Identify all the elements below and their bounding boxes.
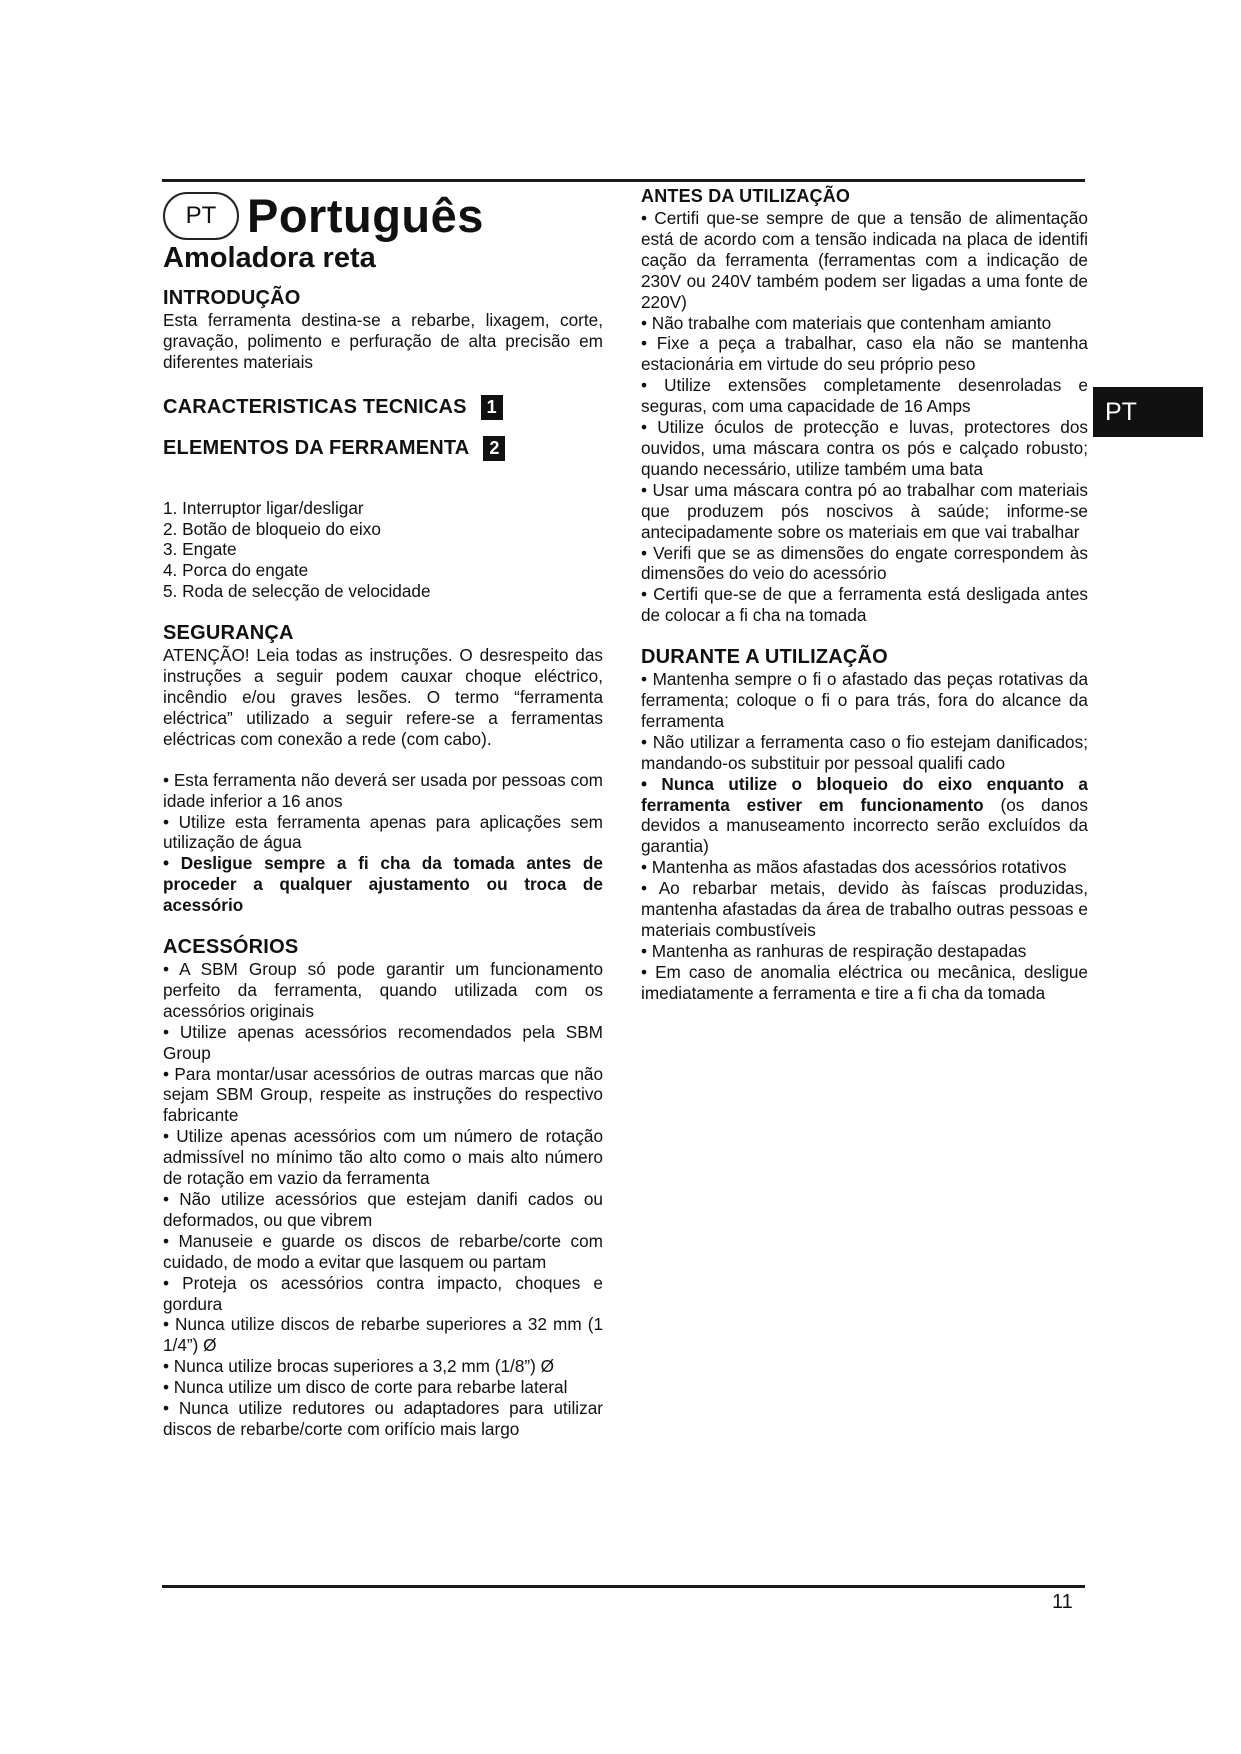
list-item: • Usar uma máscara contra pó ao trabalhar com materiais que produzem pós noscivos à saúde; informe-se antecipadamente sobre os materiais em que vai trabalhar bbox=[641, 479, 1088, 542]
left-column bbox=[163, 185, 603, 1440]
list-item: • Nunca utilize redutores ou adaptadores para utilizar discos de rebarbe/corte com orifício mais largo bbox=[163, 1398, 603, 1439]
before-use-heading: ANTES DA UTILIZAÇÃO bbox=[641, 186, 851, 206]
list-item: • Utilize óculos de protecção e luvas, protectores dos ouvidos, uma máscara contra os pós e calçado robusto; quando necessário, utilize também uma bata bbox=[641, 417, 1088, 479]
list-item: • Mantenha sempre o fi o afastado das peças rotativas da ferramenta; coloque o fi o para trás, fora do alcance da ferramenta bbox=[641, 669, 1088, 731]
list-item: • Esta ferramenta não deverá ser usada por pessoas com idade inferior a 16 anos bbox=[163, 769, 603, 811]
list-item: • Utilize extensões completamente desenroladas e seguras, com uma capacidade de 16 Amps bbox=[641, 375, 1088, 417]
figure-number-badge: 1 bbox=[481, 395, 503, 420]
safety-text: ATENÇÃO! Leia todas as instruções. O desrespeito das instruções a seguir podem cauxar choque eléctrico, incêndio e/ou graves lesões. O termo “ferramenta eléctrica” utilizado a seguir refere-se a ferramentas eléctricas com conexão a rede (com cabo). bbox=[163, 645, 603, 749]
language-title: Português bbox=[247, 188, 484, 242]
page-number: 11 bbox=[1052, 1591, 1073, 1613]
list-item: 2. Botão de bloqueio do eixo bbox=[163, 518, 381, 539]
language-header bbox=[163, 184, 603, 248]
figure-number-badge: 2 bbox=[483, 436, 505, 461]
list-item: • Não utilize acessórios que estejam danifi cados ou deformados, ou que vibrem bbox=[163, 1189, 603, 1230]
elements-list bbox=[163, 498, 603, 603]
safety-heading: SEGURANÇA bbox=[163, 622, 294, 645]
list-item: • Verifi que se as dimensões do engate correspondem às dimensões do veio do acessório bbox=[641, 542, 1088, 584]
list-item: • Nunca utilize um disco de corte para rebarbe lateral bbox=[163, 1377, 568, 1398]
list-item: • Mantenha as ranhuras de respiração destapadas bbox=[641, 940, 1027, 961]
during-use-heading: DURANTE A UTILIZAÇÃO bbox=[641, 646, 888, 669]
list-item: 3. Engate bbox=[163, 539, 237, 560]
list-item-warning bbox=[641, 774, 1088, 858]
list-item: • Certifi que-se de que a ferramenta está desligada antes de colocar a fi cha na tomada bbox=[641, 584, 1088, 626]
list-item: • Em caso de anomalia eléctrica ou mecânica, desligue imediatamente a ferramenta e tire a fi cha da tomada bbox=[641, 961, 1088, 1003]
list-item: • Nunca utilize brocas superiores a 3,2 mm (1/8”) Ø bbox=[163, 1356, 554, 1377]
top-rule bbox=[162, 179, 1085, 182]
list-item: • Utilize apenas acessórios com um número de rotação admissível no mínimo tão alto como o mais alto número de rotação em vazio da ferramenta bbox=[163, 1126, 603, 1189]
elements-heading bbox=[163, 434, 603, 464]
list-item: • Utilize esta ferramenta apenas para aplicações sem utilização de água bbox=[163, 811, 603, 853]
list-item: 4. Porca do engate bbox=[163, 560, 309, 581]
warning-bold-text: • Nunca utilize o bloqueio do eixo enquanto a ferramenta estiver em funcionamento bbox=[641, 773, 1088, 815]
list-item: • Manuseie e guarde os discos de rebarbe/corte com cuidado, de modo a evitar que lasquem ou partam bbox=[163, 1230, 603, 1272]
intro-heading: INTRODUÇÃO bbox=[163, 286, 301, 309]
list-item: • Ao rebarbar metais, devido às faíscas produzidas, mantenha afastadas da área de trabalho outras pessoas e materiais combustíveis bbox=[641, 878, 1088, 940]
warning-rest-text: (os danos devidos a manuseamento incorrecto serão excluídos da garantia) bbox=[641, 794, 1088, 857]
right-column bbox=[641, 185, 1088, 1004]
elements-heading-label: ELEMENTOS DA FERRAMENTA bbox=[163, 437, 470, 460]
list-item: • Para montar/usar acessórios de outras marcas que não sejam SBM Group, respeite as instruções do respectivo fabricante bbox=[163, 1063, 603, 1126]
list-item: • Fixe a peça a trabalhar, caso ela não se mantenha estacionária em virtude do seu próprio peso bbox=[641, 333, 1088, 375]
list-item: • Nunca utilize discos de rebarbe superiores a 32 mm (1 1/4”) Ø bbox=[163, 1314, 603, 1356]
list-item: • Não utilizar a ferramenta caso o fio estejam danificados; mandando-os substituir por pessoal qualifi cado bbox=[641, 731, 1088, 773]
accessories-heading: ACESSÓRIOS bbox=[163, 936, 299, 959]
list-item: • Não trabalhe com materiais que contenham amianto bbox=[641, 312, 1052, 333]
list-item: • Mantenha as mãos afastadas dos acessórios rotativos bbox=[641, 857, 1067, 878]
language-badge: PT bbox=[163, 192, 239, 240]
language-side-tab: PT bbox=[1093, 387, 1203, 437]
list-item: 1. Interruptor ligar/desligar bbox=[163, 497, 364, 518]
list-item: 5. Roda de selecção de velocidade bbox=[163, 581, 431, 602]
list-item: • Certifi que-se sempre de que a tensão de alimentação está de acordo com a tensão indicada na placa de identifi cação da ferramenta (ferramentas com a indicação de 230V ou 240V também podem ser ligadas a uma fonte de 220V) bbox=[641, 208, 1088, 312]
list-item: • Utilize apenas acessórios recomendados pela SBM Group bbox=[163, 1021, 603, 1063]
list-item: • A SBM Group só pode garantir um funcionamento perfeito da ferramenta, quando utilizada com os acessórios originais bbox=[163, 959, 603, 1021]
list-item: • Proteja os acessórios contra impacto, choques e gordura bbox=[163, 1272, 603, 1314]
specs-heading-label: CARACTERISTICAS TECNICAS bbox=[163, 396, 467, 419]
product-title: Amoladora reta bbox=[163, 242, 376, 274]
specs-heading bbox=[163, 393, 603, 423]
bottom-rule bbox=[162, 1585, 1085, 1588]
intro-text: Esta ferramenta destina-se a rebarbe, lixagem, corte, gravação, polimento e perfuração de alta precisão em diferentes materiais bbox=[163, 309, 603, 372]
list-item: • Desligue sempre a fi cha da tomada antes de proceder a qualquer ajustamento ou troca de acessório bbox=[163, 853, 603, 916]
